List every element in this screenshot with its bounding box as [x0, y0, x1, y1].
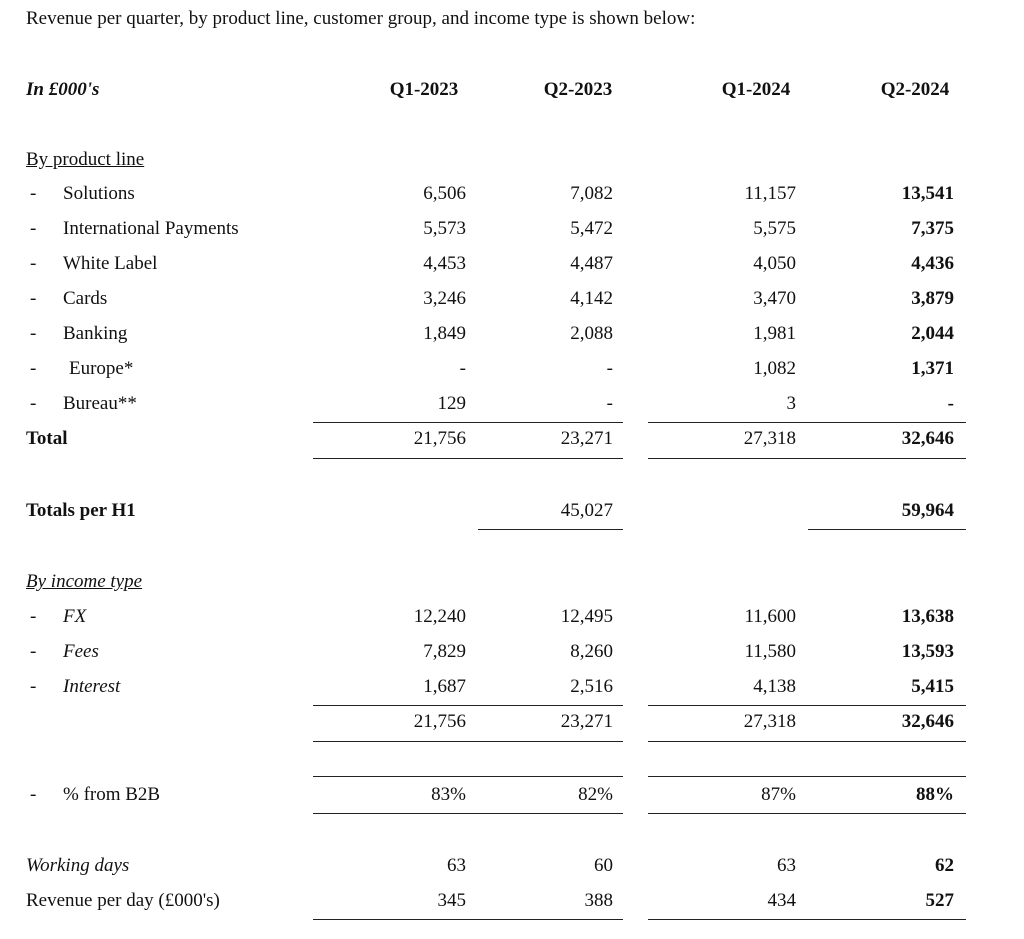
- total-label: Total: [26, 428, 68, 449]
- row-value: 5,573: [423, 218, 466, 239]
- h1-totals-row: [0, 498, 1024, 524]
- divider: [648, 776, 966, 777]
- divider: [313, 776, 623, 777]
- row-dash: -: [30, 323, 37, 344]
- row-value: 7,375: [911, 218, 954, 239]
- row-value: 1,371: [911, 358, 954, 379]
- total-value: 23,271: [560, 428, 613, 449]
- row-value: -: [947, 393, 954, 414]
- row-value: 345: [437, 890, 466, 911]
- row-value: 1,849: [423, 323, 466, 344]
- row-value: 2,088: [570, 323, 613, 344]
- table-row: [0, 391, 1024, 417]
- row-dash: -: [30, 253, 37, 274]
- total-value: 32,646: [901, 428, 954, 449]
- row-value: 11,600: [744, 606, 796, 627]
- divider: [313, 813, 623, 814]
- h1-total-2023: 45,027: [560, 500, 613, 521]
- divider: [648, 919, 966, 920]
- divider: [313, 741, 623, 742]
- col-header-q1-2023: Q1-2023: [389, 79, 459, 100]
- row-label: International Payments: [63, 218, 239, 239]
- unit-label: In £000's: [26, 79, 100, 100]
- row-value: -: [459, 358, 466, 379]
- header-row: [0, 77, 1024, 103]
- row-label: Bureau**: [63, 393, 137, 414]
- product-section-title: By product line: [26, 149, 145, 170]
- row-label: Interest: [63, 676, 121, 697]
- row-value: 62: [935, 855, 954, 876]
- total-value: 27,318: [743, 711, 796, 732]
- row-value: 1,981: [753, 323, 796, 344]
- table-row: [0, 639, 1024, 665]
- row-value: -: [606, 358, 613, 379]
- divider: [313, 458, 623, 459]
- row-value: 12,495: [560, 606, 613, 627]
- row-dash: -: [30, 606, 37, 627]
- row-label: Cards: [63, 288, 108, 309]
- divider: [313, 422, 623, 423]
- divider: [313, 919, 623, 920]
- row-value: 434: [767, 890, 796, 911]
- row-dash: -: [30, 358, 37, 379]
- col-header-q2-2024: Q2-2024: [880, 79, 950, 100]
- divider: [808, 529, 966, 530]
- row-value: 5,575: [753, 218, 796, 239]
- row-value: 63: [777, 855, 796, 876]
- row-value: 4,487: [570, 253, 613, 274]
- row-dash: -: [30, 393, 37, 414]
- intro-text: Revenue per quarter, by product line, customer group, and income type is shown below:: [26, 8, 696, 29]
- row-value: 63: [447, 855, 466, 876]
- row-value: 4,138: [753, 676, 796, 697]
- b2b-row: [0, 782, 1024, 808]
- row-value: 4,453: [423, 253, 466, 274]
- col-header-q2-2023: Q2-2023: [543, 79, 613, 100]
- divider: [648, 813, 966, 814]
- row-value: 1,687: [423, 676, 466, 697]
- table-row: [0, 321, 1024, 347]
- row-value: 5,472: [570, 218, 613, 239]
- divider: [313, 705, 623, 706]
- row-value: 4,050: [753, 253, 796, 274]
- revenue-per-day-row: [0, 888, 1024, 914]
- total-value: 27,318: [743, 428, 796, 449]
- total-value: 23,271: [560, 711, 613, 732]
- row-value: 8,260: [570, 641, 613, 662]
- table-row: [0, 286, 1024, 312]
- row-label: Fees: [63, 641, 99, 662]
- total-value: 21,756: [413, 711, 466, 732]
- row-label: Working days: [26, 855, 130, 876]
- working-days-row: [0, 853, 1024, 879]
- table-row: [0, 356, 1024, 382]
- row-label: White Label: [63, 253, 158, 274]
- divider: [648, 741, 966, 742]
- row-value: 3,246: [423, 288, 466, 309]
- row-value: 13,541: [901, 183, 954, 204]
- divider: [648, 458, 966, 459]
- divider: [648, 422, 966, 423]
- income-total-row: [0, 709, 1024, 735]
- row-value: 4,436: [911, 253, 954, 274]
- col-header-q1-2024: Q1-2024: [721, 79, 791, 100]
- total-row: [0, 426, 1024, 452]
- row-value: 12,240: [413, 606, 466, 627]
- total-value: 21,756: [413, 428, 466, 449]
- row-value: 87%: [761, 784, 796, 805]
- row-value: 1,082: [753, 358, 796, 379]
- row-value: 3: [786, 393, 796, 414]
- row-value: 5,415: [911, 676, 954, 697]
- divider: [478, 529, 623, 530]
- h1-total-2024: 59,964: [901, 500, 954, 521]
- row-label: FX: [63, 606, 87, 627]
- row-value: 88%: [916, 784, 954, 805]
- row-value: 3,470: [753, 288, 796, 309]
- row-label: Banking: [63, 323, 128, 344]
- divider: [648, 705, 966, 706]
- row-value: 388: [584, 890, 613, 911]
- row-value: 13,638: [901, 606, 954, 627]
- row-value: 3,879: [911, 288, 954, 309]
- row-value: 7,829: [423, 641, 466, 662]
- row-dash: -: [30, 218, 37, 239]
- row-dash: -: [30, 641, 37, 662]
- income-section-title: By income type: [26, 571, 143, 592]
- row-value: -: [606, 393, 613, 414]
- table-row: [0, 181, 1024, 207]
- row-value: 13,593: [901, 641, 954, 662]
- row-value: 60: [594, 855, 613, 876]
- row-dash: -: [30, 676, 37, 697]
- row-value: 83%: [431, 784, 466, 805]
- table-row: [0, 674, 1024, 700]
- row-value: 7,082: [570, 183, 613, 204]
- row-label: Solutions: [63, 183, 135, 204]
- row-value: 4,142: [570, 288, 613, 309]
- row-label: Revenue per day (£000's): [26, 890, 220, 911]
- row-value: 129: [437, 393, 466, 414]
- row-value: 2,516: [570, 676, 613, 697]
- table-row: [0, 216, 1024, 242]
- row-dash: -: [30, 288, 37, 309]
- row-dash: -: [30, 183, 37, 204]
- row-value: 11,580: [744, 641, 796, 662]
- row-dash: -: [30, 784, 37, 805]
- table-row: [0, 604, 1024, 630]
- row-value: 6,506: [423, 183, 466, 204]
- row-value: 2,044: [911, 323, 954, 344]
- total-value: 32,646: [901, 711, 954, 732]
- h1-totals-label: Totals per H1: [26, 500, 136, 521]
- row-value: 82%: [578, 784, 613, 805]
- row-value: 11,157: [744, 183, 796, 204]
- table-row: [0, 251, 1024, 277]
- row-label: % from B2B: [63, 784, 161, 805]
- row-value: 527: [925, 890, 954, 911]
- row-label: Europe*: [69, 358, 134, 379]
